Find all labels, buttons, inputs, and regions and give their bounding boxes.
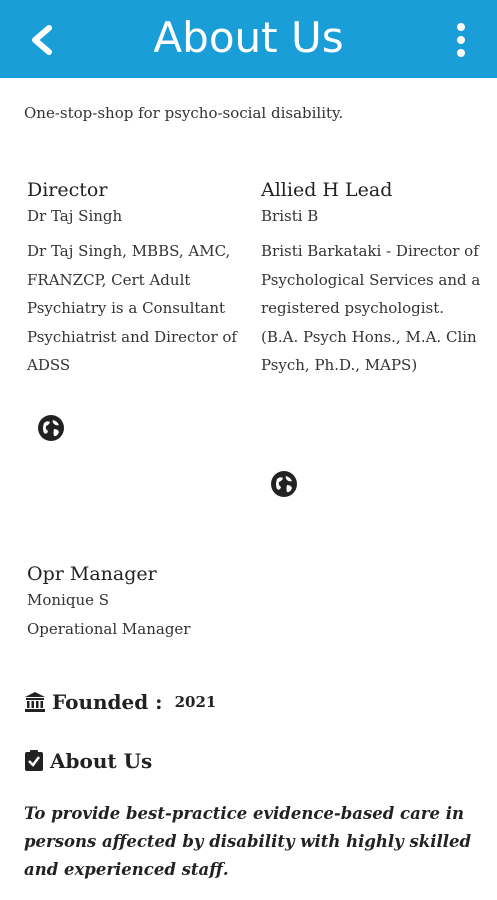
overflow-menu-button[interactable] [449,20,473,60]
member-description: Dr Taj Singh, MBBS, AMC, FRANZCP, Cert Adult Psychiatry is a Consultant Psychiatrist and Director of ADSS [27,242,237,374]
globe-icon[interactable] [270,470,298,498]
page-title: About Us [153,13,344,62]
member-role: Opr Manager [27,563,157,585]
member-role: Director [27,179,108,201]
team-member-opr-manager [27,561,237,644]
founded-label: Founded : [52,690,163,714]
team-member-allied-lead [261,177,481,380]
bank-icon [24,691,46,713]
more-vert-icon [456,22,466,58]
member-name: Monique S [27,591,110,609]
member-description: Bristi Barkataki - Director of Psychological Services and a registered psychologist. (B.A. Psych Hons., M.A. Clin Psych, Ph.D., MAPS) [261,242,481,374]
member-name: Bristi B [261,207,319,225]
member-description: Operational Manager [27,620,191,638]
member-name: Dr Taj Singh [27,207,123,225]
clipboard-check-icon [24,750,44,772]
member-role: Allied H Lead [261,179,393,201]
tagline: One-stop-shop for psycho-social disability. [24,104,344,122]
about-heading: About Us [50,749,153,773]
about-row [24,749,152,773]
founded-year: 2021 [174,693,217,711]
app-bar [0,0,497,78]
mission-statement: To provide best-practice evidence-based care in persons affected by disability with highly skilled and experienced staff. [24,804,472,879]
globe-icon[interactable] [37,414,65,442]
founded-row [24,690,216,714]
team-member-director [27,177,237,380]
